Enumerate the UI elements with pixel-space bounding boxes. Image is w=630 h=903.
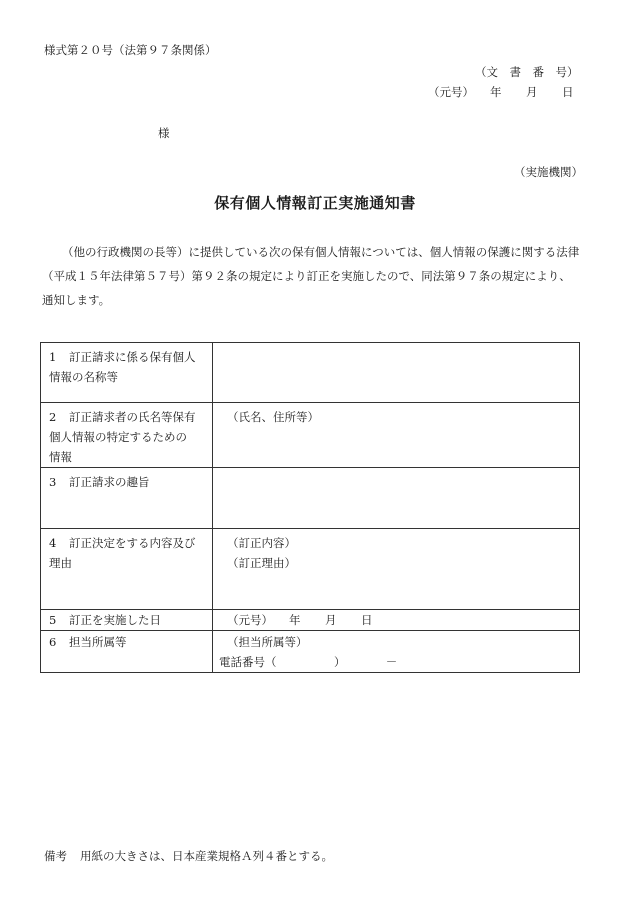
table-row xyxy=(41,468,580,529)
date-era: （元号） xyxy=(428,85,474,99)
date-day: 日 xyxy=(562,85,574,99)
correction-content: （訂正内容） xyxy=(227,536,296,550)
issuing-body: （実施機関） xyxy=(514,165,583,179)
date-month: 月 xyxy=(526,85,538,99)
table-row xyxy=(41,631,580,673)
table-row xyxy=(41,529,580,610)
row-5-label: 5 訂正を実施した日 xyxy=(41,610,213,631)
department: （担当所属等） xyxy=(227,635,308,649)
document-number: （文 書 番 号） xyxy=(475,65,579,79)
remark-text: 用紙の大きさは、日本産業規格Ａ列４番とする。 xyxy=(80,849,333,863)
row-3-label: 3 訂正請求の趣旨 xyxy=(41,468,213,529)
addressee-suffix: 様 xyxy=(158,126,170,140)
table-row xyxy=(41,403,580,468)
body-line-1: （他の行政機関の長等）に提供している次の保有個人情報については、個人情報の保護に関する法律 xyxy=(62,245,580,259)
notification-table xyxy=(40,342,580,673)
remark xyxy=(44,848,333,864)
row-1-value xyxy=(213,343,580,403)
row-2-label: 2 訂正請求者の氏名等保有 個人情報の特定するための 情報 xyxy=(41,403,213,468)
row-3-value xyxy=(213,468,580,529)
body-line-2: （平成１５年法律第５７号）第９２条の規定により訂正を実施したので、同法第９７条の規定により、 xyxy=(42,269,571,283)
table-row xyxy=(41,343,580,403)
document-title: 保有個人情報訂正実施通知書 xyxy=(214,194,416,212)
table-row xyxy=(41,610,580,631)
form-number: 様式第２０号（法第９７条関係） xyxy=(44,43,217,57)
row-5-value xyxy=(213,610,580,631)
body-line-3: 通知します。 xyxy=(42,293,111,307)
correction-reason: （訂正理由） xyxy=(227,556,296,570)
date-year: 年 xyxy=(490,85,502,99)
requester-name-address: （氏名、住所等） xyxy=(227,410,319,424)
body-text xyxy=(42,240,590,312)
row-4-label: 4 訂正決定をする内容及び 理由 xyxy=(41,529,213,610)
implementation-date: （元号） 年 月 日 xyxy=(227,613,373,627)
row-6-label: 6 担当所属等 xyxy=(41,631,213,673)
date-line xyxy=(428,84,574,100)
row-6-value xyxy=(213,631,580,673)
remark-label: 備考 xyxy=(44,849,67,863)
row-2-value xyxy=(213,403,580,468)
phone-number: 電話番号（ ） － xyxy=(219,655,398,669)
row-1-label: 1 訂正請求に係る保有個人 情報の名称等 xyxy=(41,343,213,403)
row-4-value xyxy=(213,529,580,610)
